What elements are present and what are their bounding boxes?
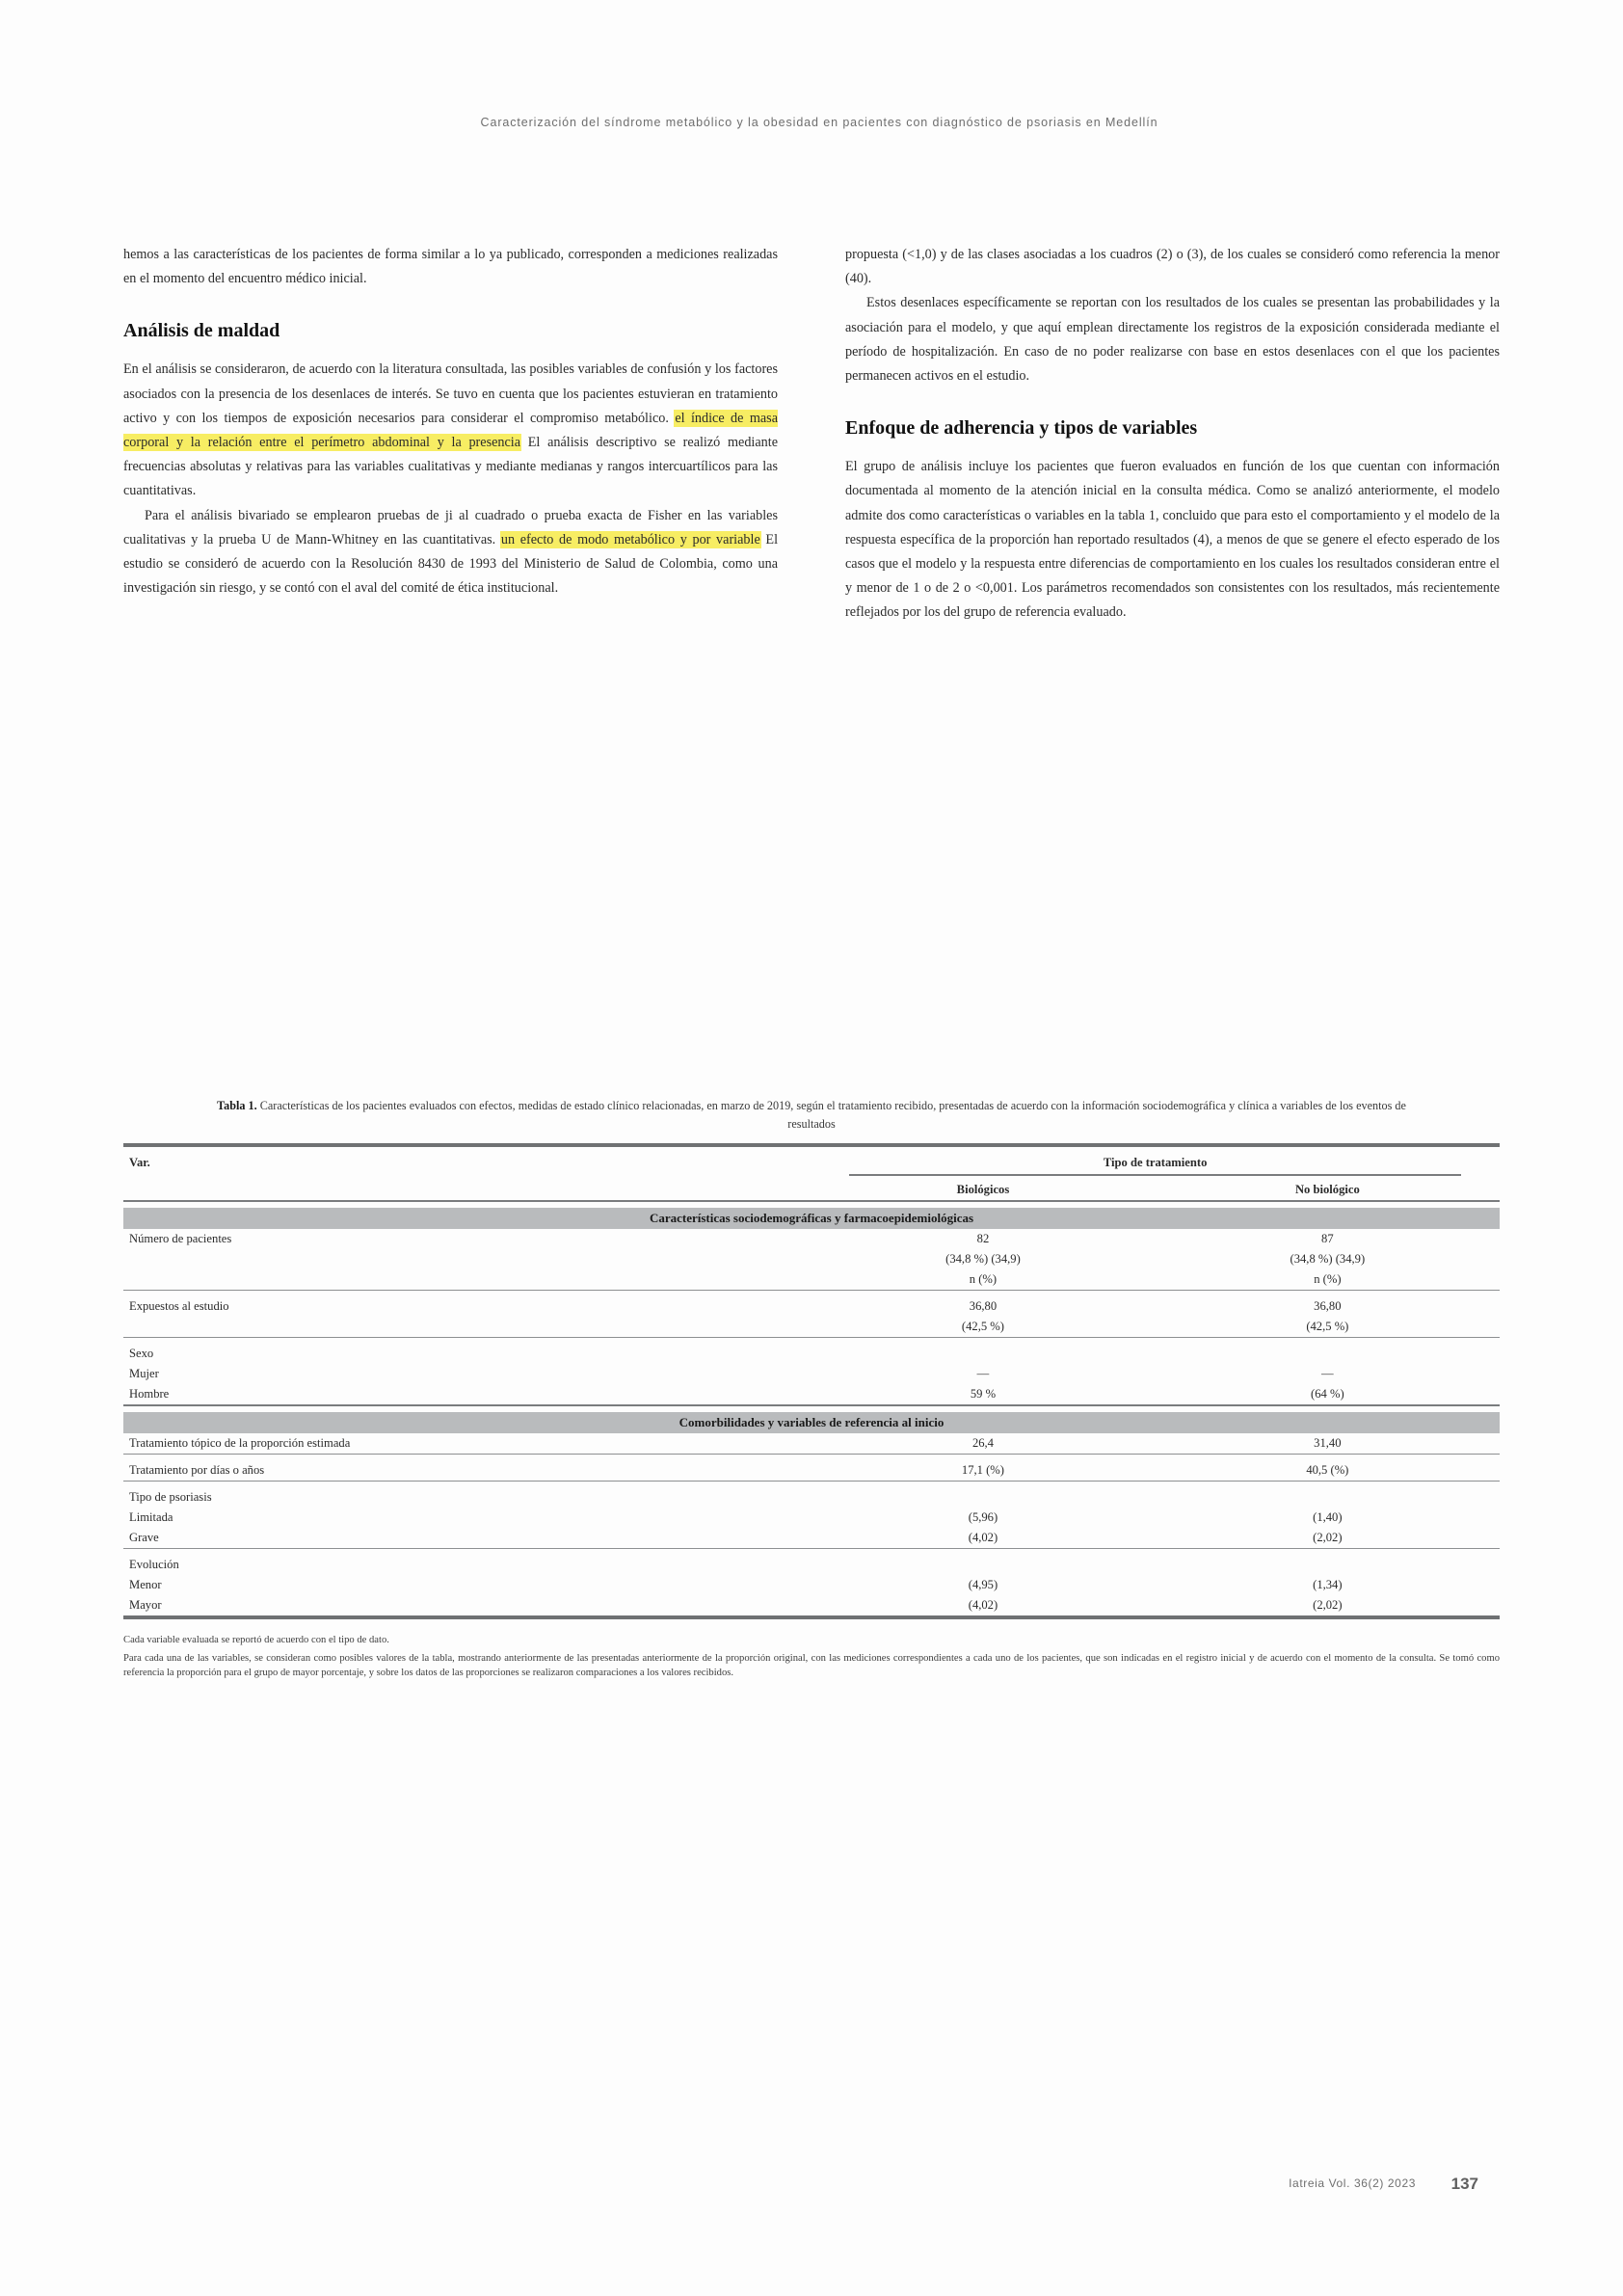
table-caption-text: Características de los pacientes evaluados con efectos, medidas de estado clínico relacionadas, en marzo de 2019, según el tratamiento recibido, presentadas de acuerdo con la información sociodemográfica y clínica a variables de los eventos de resultados (259, 1099, 1406, 1131)
row-value-no-biologico (1156, 1487, 1500, 1508)
two-column-body (123, 243, 1500, 626)
row-label (123, 1317, 811, 1338)
left-column (123, 243, 778, 626)
table-row (123, 1575, 1500, 1595)
row-value-no-biologico (1156, 1555, 1500, 1575)
row-value-no-biologico: (2,02) (1313, 1531, 1343, 1544)
table-row (123, 1460, 1500, 1482)
row-value-biologicos: n (%) (969, 1272, 998, 1286)
paragraph: Estos desenlaces específicamente se reportan con los resultados de los cuales se presentan las probabilidades y la asociación para el modelo, y que aquí emplean directamente los registros de la exposición considerada mediante el período de hospitalización. En caso de no poder realizarse con base en estos desenlaces con el que los pacientes permanecen activos en el estudio. (845, 295, 1500, 385)
paragraph-text: Para el análisis bivariado se emplearon pruebas de ji al cuadrado o prueba exacta de Fisher en las variables cualitativas y la prueba U de Mann-Whitney en las cuantitativas. (123, 507, 778, 547)
table-caption-label: Tabla 1. (217, 1099, 257, 1112)
row-value-biologicos: (34,8 %) (34,9) (945, 1252, 1021, 1266)
highlighted-text-1: el índice de masa corporal y la relación entre el perímetro abdominal y la presencia (123, 410, 779, 451)
paragraph: hemos a las características de los pacientes de forma similar a lo ya publicado, corresponden a mediciones realizadas en el momento del encuentro médico inicial. (123, 247, 778, 287)
table-row (123, 1433, 1500, 1455)
table-header-row (123, 1153, 1500, 1173)
row-value-no-biologico (1156, 1344, 1500, 1364)
row-value-biologicos: 59 % (970, 1387, 997, 1401)
row-value-no-biologico: (34,8 %) (34,9) (1290, 1252, 1366, 1266)
table-band-2: Comorbilidades y variables de referencia al inicio (123, 1412, 1500, 1433)
row-value-no-biologico: 87 (1321, 1232, 1334, 1245)
header-group-treatment: Tipo de tratamiento (1103, 1156, 1208, 1169)
row-label: Número de pacientes (129, 1232, 232, 1245)
table-row (123, 1487, 1500, 1508)
row-value-no-biologico: — (1321, 1367, 1334, 1380)
footnote-first: Cada variable evaluada se reportó de acuerdo con el tipo de dato. (123, 1635, 389, 1645)
paragraph-tail: El estudio se consideró de acuerdo con la Resolución 8430 de 1993 del Ministerio de Salud de Colombia, como una investigación sin riesgo, y se contó con el aval del comité de ética institucional. (123, 531, 779, 597)
row-value-no-biologico: 36,80 (1314, 1299, 1342, 1313)
paragraph-text: En el análisis se consideraron, de acuerdo con la literatura consultada, las posibles variables de confusión y los factores asociados con la presencia de los desenlaces de interés. Se tuvo en cuenta que los pacientes estuvieran en tratamiento activo y con los tiempos de exposición necesarios para considerar el compromiso metabólico. (123, 361, 778, 426)
table-row (123, 1269, 1500, 1291)
row-label (123, 1249, 811, 1269)
table-subheader-row (123, 1180, 1500, 1201)
rule (123, 1405, 1500, 1412)
row-value-no-biologico: n (%) (1314, 1272, 1342, 1286)
row-value-no-biologico: (64 %) (1311, 1387, 1344, 1401)
header-col-no-biologico: No biológico (1294, 1183, 1360, 1196)
row-label: Hombre (129, 1387, 170, 1401)
table-row (123, 1508, 1500, 1528)
paragraph (123, 504, 778, 601)
row-value-biologicos: 36,80 (969, 1299, 998, 1313)
table-row (123, 1528, 1500, 1549)
table-row (123, 1384, 1500, 1405)
row-value-biologicos: — (976, 1367, 990, 1380)
footnote-body: Para cada una de las variables, se consideran como posibles valores de la tabla, mostrando anteriormente de las presentadas anteriormente de la proporción original, con las mediciones correspondientes a cada uno de los pacientes, que son indicadas en el registro inicial y de acuerdo con el momento de la consulta. Se tomó como referencia la proporción para el grupo de mayor porcentaje, y sobre los datos de las proporciones se realizaron comparaciones a los valores recibidos. (123, 1653, 1500, 1678)
row-value-no-biologico: 31,40 (1314, 1436, 1342, 1450)
row-value-biologicos: 26,4 (971, 1436, 994, 1450)
row-label: Mujer (129, 1367, 159, 1380)
paragraph-tail: El análisis descriptivo se realizó mediante frecuencias absolutas y relativas para las variables cualitativas y mediante medianas y rangos intercuartílicos para las cuantitativas. (123, 435, 778, 499)
row-value-biologicos (811, 1487, 1155, 1508)
paragraph: propuesta (<1,0) y de las clases asociadas a los cuadros (2) o (3), de los cuales se consideró como referencia la menor (40). (845, 247, 1500, 287)
row-value-biologicos: (4,02) (968, 1531, 998, 1544)
row-value-biologicos: (5,96) (968, 1510, 998, 1524)
table-row (123, 1296, 1500, 1317)
header-col-biologicos: Biológicos (956, 1183, 1010, 1196)
section-heading-enfoque: Enfoque de adherencia y tipos de variables (845, 417, 1198, 440)
section-heading-analisis: Análisis de maldad (123, 320, 280, 342)
row-value-biologicos: (42,5 %) (961, 1320, 1004, 1333)
row-value-biologicos: (4,02) (968, 1598, 998, 1612)
row-value-biologicos: (4,95) (968, 1578, 998, 1591)
paragraph: El grupo de análisis incluye los pacientes que fueron evaluados en función de los que cuentan con información documentada al momento de la atención inicial en la consulta médica. Como se analizó anteriormente, el modelo admite dos como características o variables en la tabla 1, concluido que para esto el comportamiento y el modelo de la respuesta específica de la proporción han reportado resultados (4), a menos de que se genere el efecto esperado de los casos que el modelo y la respuesta entre diferencias de comportamiento en los cuales los resultados consideran entre el y menor de 1 o de 2 o <0,001. Los parámetros recomendados son consistentes con los resultados, más recientemente reflejados por los del grupo de referencia evaluado. (845, 459, 1500, 621)
row-label: Expuestos al estudio (129, 1299, 229, 1313)
highlighted-text-2: un efecto de modo metabólico y por variable (500, 531, 760, 547)
row-value-biologicos (811, 1555, 1155, 1575)
rule-after-header (123, 1201, 1500, 1208)
row-label: Tratamiento por días o años (129, 1463, 265, 1477)
row-value-no-biologico: (1,34) (1313, 1578, 1343, 1591)
row-label: Tipo de psoriasis (129, 1490, 212, 1504)
row-label: Evolución (129, 1558, 179, 1571)
table-section (123, 1097, 1500, 1680)
table-band-1: Características sociodemográficas y farmacoepidemiológicas (123, 1208, 1500, 1229)
table-caption (123, 1097, 1500, 1134)
row-label: Menor (129, 1578, 162, 1591)
row-value-no-biologico: 40,5 (%) (1306, 1463, 1349, 1477)
row-value-biologicos (811, 1344, 1155, 1364)
page-number: 137 (1450, 2175, 1478, 2193)
table-row (123, 1249, 1500, 1269)
table-footnotes (123, 1633, 1500, 1680)
row-value-no-biologico: (1,40) (1313, 1510, 1343, 1524)
table-row (123, 1317, 1500, 1338)
right-column (845, 243, 1500, 626)
row-label: Tratamiento tópico de la proporción estimada (129, 1436, 351, 1450)
row-label: Limitada (129, 1510, 173, 1524)
row-label: Sexo (129, 1347, 154, 1360)
table-row (123, 1229, 1500, 1249)
table-row (123, 1344, 1500, 1364)
row-label: Mayor (129, 1598, 162, 1612)
table-body (123, 1145, 1500, 1625)
row-value-no-biologico: (42,5 %) (1306, 1320, 1349, 1333)
header-variable: Var. (129, 1156, 150, 1169)
paragraph (123, 358, 778, 503)
footer-journal: Iatreia Vol. 36(2) 2023 (1289, 2176, 1416, 2190)
rule-top (123, 1145, 1500, 1153)
rule-bottom (123, 1617, 1500, 1625)
data-table (123, 1143, 1500, 1625)
table-row (123, 1364, 1500, 1384)
header-subrule-row (123, 1173, 1500, 1180)
row-value-no-biologico: (2,02) (1313, 1598, 1343, 1612)
table-row (123, 1595, 1500, 1617)
row-value-biologicos: 17,1 (%) (961, 1463, 1004, 1477)
row-value-biologicos: 82 (976, 1232, 990, 1245)
row-label: Grave (129, 1531, 159, 1544)
running-head: Caracterización del síndrome metabólico y la obesidad en pacientes con diagnóstico de psoriasis en Medellín (480, 116, 1158, 129)
row-label (123, 1269, 811, 1291)
table-row (123, 1555, 1500, 1575)
